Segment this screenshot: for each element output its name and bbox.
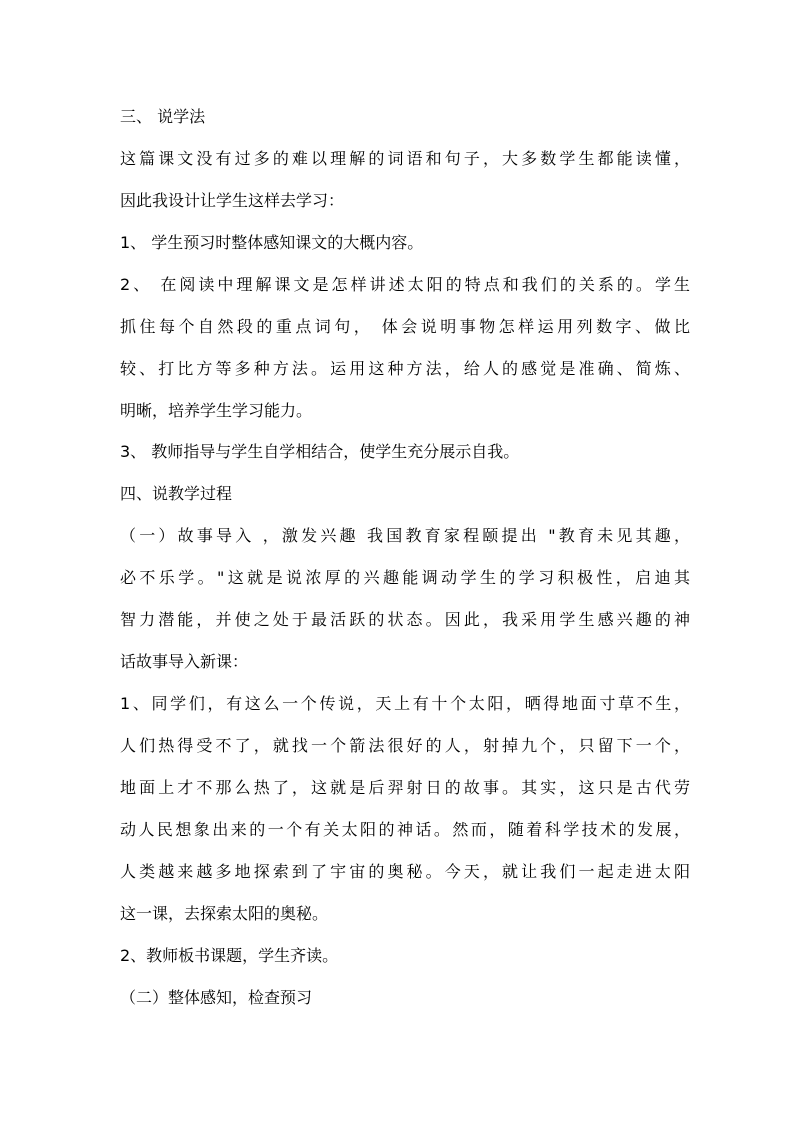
paragraph-line: 必不乐学。"这就是说浓厚的兴趣能调动学生的学习积极性，启迪其 bbox=[120, 568, 690, 587]
subsection-heading-story-intro: （一）故事导入 ，激发兴趣 我国教育家程颐提出 "教育未见其趣， bbox=[120, 526, 690, 545]
paragraph-line: 话故事导入新课： bbox=[120, 652, 249, 671]
paragraph-line: 较、打比方等多种方法。运用这种方法，给人的感觉是准确、简炼、 bbox=[120, 359, 690, 378]
paragraph-line: 抓住每个自然段的重点词句， 体会说明事物怎样运用列数字、做比 bbox=[120, 317, 690, 336]
story-list-item-2: 2、教师板书课题，学生齐读。 bbox=[120, 946, 339, 965]
list-item-1: 1、 学生预习时整体感知课文的大概内容。 bbox=[120, 233, 424, 252]
story-list-item-1: 1、同学们，有这么一个传说，天上有十个太阳，晒得地面寸草不生， bbox=[120, 694, 690, 713]
paragraph-line: 地面上才不那么热了，这就是后羿射日的故事。其实，这只是古代劳 bbox=[120, 778, 690, 797]
paragraph-line: 智力潜能，并使之处于最活跃的状态。因此，我采用学生感兴趣的神 bbox=[120, 610, 690, 629]
section-heading-teaching-process: 四、说教学过程 bbox=[120, 484, 233, 503]
paragraph-line: 人类越来越多地探索到了宇宙的奥秘。今天，就让我们一起走进太阳 bbox=[120, 862, 690, 881]
section-heading-study-methods: 三、 说学法 bbox=[120, 107, 206, 126]
paragraph-line: 这一课，去探索太阳的奥秘。 bbox=[120, 904, 329, 923]
list-item-3: 3、 教师指导与学生自学相结合，使学生充分展示自我。 bbox=[120, 442, 520, 461]
paragraph-line: 动人民想象出来的一个有关太阳的神话。然而，随着科学技术的发展， bbox=[120, 820, 690, 839]
paragraph-line: 这篇课文没有过多的难以理解的词语和句子，大多数学生都能读懂， bbox=[120, 149, 690, 168]
paragraph-line: 因此我设计让学生这样去学习： bbox=[120, 191, 345, 210]
paragraph-line: 明晰，培养学生学习能力。 bbox=[120, 401, 313, 420]
subsection-heading-overall-perception: （二）整体感知，检查预习 bbox=[120, 988, 313, 1007]
paragraph-line: 人们热得受不了，就找一个箭法很好的人，射掉九个，只留下一个， bbox=[120, 736, 690, 755]
list-item-2: 2、 在阅读中理解课文是怎样讲述太阳的特点和我们的关系的。学生 bbox=[120, 275, 690, 294]
